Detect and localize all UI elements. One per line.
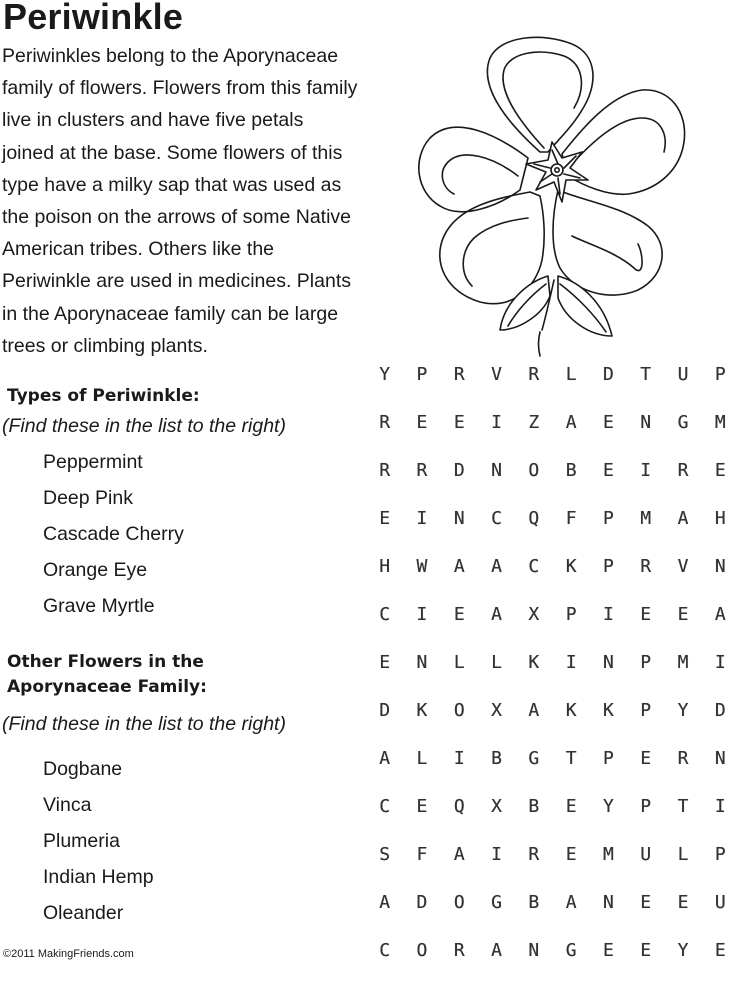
grid-letter[interactable]: I [640, 460, 652, 481]
grid-letter[interactable]: P [603, 748, 614, 769]
grid-letter[interactable]: M [714, 412, 726, 433]
grid-letter[interactable]: F [416, 844, 428, 865]
grid-letter[interactable]: N [528, 940, 540, 961]
grid-row [366, 837, 743, 885]
page-title: Periwinkle [3, 0, 184, 37]
grid-letter[interactable]: I [565, 652, 577, 673]
grid-letter[interactable]: E [714, 460, 726, 481]
grid-letter[interactable]: E [714, 940, 726, 961]
grid-letter[interactable]: T [677, 796, 689, 817]
grid-letter[interactable]: P [714, 844, 726, 865]
intro-line: family of flowers. Flowers from this family [2, 77, 358, 100]
grid-letter[interactable]: S [379, 844, 391, 865]
grid-letter[interactable]: R [379, 460, 391, 481]
grid-letter[interactable]: A [528, 700, 540, 721]
grid-letter[interactable]: P [640, 652, 652, 673]
intro-line: Periwinkles belong to the Aporynaceae [2, 45, 339, 67]
grid-letter[interactable]: P [640, 796, 652, 817]
intro-line: in the Aporynaceae family can be large [2, 302, 339, 325]
grid-letter[interactable]: G [565, 940, 577, 961]
grid-letter[interactable]: F [565, 508, 577, 529]
grid-letter[interactable]: K [565, 700, 577, 721]
grid-letter[interactable]: E [416, 412, 428, 433]
grid-letter[interactable]: U [714, 892, 726, 913]
grid-letter[interactable]: O [453, 892, 465, 913]
intro-line: the poison on the arrows of some Native [2, 206, 352, 229]
word-item: Deep Pink [43, 487, 133, 509]
grid-letter[interactable]: N [416, 652, 428, 673]
word-item: Orange Eye [43, 559, 148, 581]
grid-letter[interactable]: B [565, 460, 577, 481]
grid-letter[interactable]: A [491, 556, 502, 577]
grid-letter[interactable]: E [565, 796, 577, 817]
grid-letter[interactable]: D [453, 460, 465, 481]
grid-letter[interactable]: X [491, 700, 502, 721]
grid-letter[interactable]: E [416, 796, 428, 817]
others-hint: (Find these in the list to the right) [2, 713, 286, 735]
grid-letter[interactable]: K [565, 556, 577, 577]
grid-letter[interactable]: A [565, 892, 577, 913]
grid-letter[interactable]: W [416, 556, 428, 577]
grid-letter[interactable]: N [603, 892, 614, 913]
grid-letter[interactable]: E [453, 604, 465, 625]
grid-letter[interactable]: A [565, 412, 577, 433]
grid-letter[interactable]: T [640, 364, 652, 385]
grid-letter[interactable]: C [379, 796, 391, 817]
grid-letter[interactable]: E [677, 892, 689, 913]
grid-row [366, 693, 743, 741]
grid-letter[interactable]: E [640, 748, 652, 769]
grid-row [366, 501, 743, 549]
word-item: Cascade Cherry [43, 523, 184, 545]
grid-letter[interactable]: M [677, 652, 689, 673]
grid-letter[interactable]: E [603, 460, 614, 481]
grid-letter[interactable]: H [714, 508, 726, 529]
intro-line: American tribes. Others like the [2, 238, 275, 261]
grid-row [366, 597, 743, 645]
grid-letter[interactable]: M [603, 844, 614, 865]
grid-letter[interactable]: Q [528, 508, 540, 529]
grid-letter[interactable]: L [416, 748, 428, 769]
grid-letter[interactable]: U [677, 364, 689, 385]
grid-letter[interactable]: R [528, 844, 540, 865]
grid-letter[interactable]: R [416, 460, 428, 481]
grid-letter[interactable]: C [379, 940, 391, 961]
grid-letter[interactable]: Y [677, 940, 689, 961]
word-item: Indian Hemp [43, 866, 154, 888]
grid-letter[interactable]: Q [453, 796, 465, 817]
grid-letter[interactable]: C [379, 604, 391, 625]
grid-letter[interactable]: P [565, 604, 577, 625]
grid-letter[interactable]: E [565, 844, 577, 865]
types-heading: Types of Periwinkle: [7, 386, 200, 406]
grid-letter[interactable]: Y [677, 700, 689, 721]
grid-letter[interactable]: U [640, 844, 652, 865]
grid-letter[interactable]: O [416, 940, 428, 961]
grid-letter[interactable]: A [379, 748, 391, 769]
grid-letter[interactable]: D [603, 364, 614, 385]
others-heading-line: Other Flowers in the [7, 652, 204, 672]
grid-letter[interactable]: O [528, 460, 540, 481]
grid-row [366, 453, 743, 501]
grid-letter[interactable]: R [640, 556, 652, 577]
grid-letter[interactable]: N [453, 508, 465, 529]
types-hint: (Find these in the list to the right) [2, 415, 286, 437]
grid-letter[interactable]: E [379, 508, 391, 529]
grid-letter[interactable]: C [528, 556, 540, 577]
grid-letter[interactable]: I [416, 604, 428, 625]
grid-row [366, 645, 743, 693]
grid-letter[interactable]: P [603, 556, 614, 577]
grid-letter[interactable]: R [453, 364, 465, 385]
grid-letter[interactable]: N [491, 460, 502, 481]
intro-line: type have a milky sap that was used as [2, 173, 342, 196]
grid-letter[interactable]: A [491, 604, 502, 625]
grid-letter[interactable]: E [640, 604, 652, 625]
grid-letter[interactable]: G [528, 748, 540, 769]
grid-letter[interactable]: B [528, 892, 540, 913]
intro-line: live in clusters and have five petals [2, 109, 304, 132]
grid-letter[interactable]: A [714, 604, 726, 625]
grid-letter[interactable]: A [379, 892, 391, 913]
grid-row [366, 933, 743, 981]
grid-row [366, 789, 743, 837]
grid-letter[interactable]: I [416, 508, 428, 529]
grid-letter[interactable]: I [491, 412, 502, 433]
types-word-list [43, 444, 184, 624]
grid-row [366, 549, 743, 597]
others-word-list [43, 751, 154, 931]
word-item: Grave Myrtle [43, 595, 155, 617]
grid-letter[interactable]: A [677, 508, 689, 529]
grid-letter[interactable]: O [453, 700, 465, 721]
intro-line: Periwinkle are used in medicines. Plants [2, 270, 352, 293]
grid-letter[interactable]: A [491, 940, 502, 961]
grid-letter[interactable]: M [640, 508, 652, 529]
grid-letter[interactable]: N [714, 748, 726, 769]
grid-letter[interactable]: D [714, 700, 726, 721]
grid-letter[interactable]: K [603, 700, 614, 721]
grid-letter[interactable]: P [714, 364, 726, 385]
grid-row [366, 357, 743, 405]
grid-letter[interactable]: I [603, 604, 614, 625]
grid-letter[interactable]: E [677, 604, 689, 625]
grid-letter[interactable]: V [491, 364, 502, 385]
grid-letter[interactable]: X [491, 796, 502, 817]
grid-letter[interactable]: R [528, 364, 540, 385]
grid-letter[interactable]: K [528, 652, 540, 673]
grid-letter[interactable]: K [416, 700, 428, 721]
grid-letter[interactable]: R [677, 460, 689, 481]
intro-line: joined at the base. Some flowers of this [2, 141, 343, 164]
grid-letter[interactable]: E [453, 412, 465, 433]
grid-letter[interactable]: D [379, 700, 391, 721]
grid-letter[interactable]: P [416, 364, 428, 385]
grid-letter[interactable]: E [603, 412, 614, 433]
grid-letter[interactable]: P [640, 700, 652, 721]
grid-letter[interactable]: A [453, 844, 465, 865]
grid-letter[interactable]: L [677, 844, 689, 865]
grid-letter[interactable]: B [528, 796, 540, 817]
word-item: Dogbane [43, 758, 123, 780]
grid-row [366, 405, 743, 453]
grid-letter[interactable]: R [379, 412, 391, 433]
grid-letter[interactable]: E [603, 940, 614, 961]
grid-letter[interactable]: I [714, 652, 726, 673]
others-heading [7, 650, 207, 700]
grid-letter[interactable]: N [640, 412, 652, 433]
grid-letter[interactable]: V [677, 556, 689, 577]
grid-letter[interactable]: L [565, 364, 577, 385]
word-item: Peppermint [43, 451, 143, 473]
grid-letter[interactable]: L [491, 652, 502, 673]
grid-letter[interactable]: C [491, 508, 502, 529]
intro-line: trees or climbing plants. [2, 334, 208, 357]
grid-letter[interactable]: Y [379, 364, 391, 385]
grid-letter[interactable]: E [640, 892, 652, 913]
grid-letter[interactable]: L [453, 652, 465, 673]
grid-letter[interactable]: I [714, 796, 726, 817]
grid-letter[interactable]: R [677, 748, 689, 769]
grid-letter[interactable]: A [453, 556, 465, 577]
word-item: Oleander [43, 902, 124, 924]
grid-row [366, 885, 743, 933]
grid-letter[interactable]: N [714, 556, 726, 577]
grid-letter[interactable]: E [640, 940, 652, 961]
copyright-footer: ©2011 MakingFriends.com [3, 948, 134, 960]
word-item: Vinca [43, 794, 92, 816]
grid-letter[interactable]: R [453, 940, 465, 961]
grid-letter[interactable]: B [491, 748, 502, 769]
grid-letter[interactable]: P [603, 508, 614, 529]
grid-letter[interactable]: Y [603, 796, 614, 817]
grid-letter[interactable]: H [379, 556, 391, 577]
periwinkle-flower-icon [412, 30, 702, 360]
grid-letter[interactable]: T [565, 748, 577, 769]
grid-row [366, 741, 743, 789]
grid-letter[interactable]: I [491, 844, 502, 865]
grid-letter[interactable]: X [528, 604, 540, 625]
word-search-grid [366, 357, 743, 981]
grid-letter[interactable]: G [677, 412, 689, 433]
grid-letter[interactable]: E [379, 652, 391, 673]
intro-paragraph [2, 40, 402, 362]
grid-letter[interactable]: D [416, 892, 428, 913]
grid-letter[interactable]: I [453, 748, 465, 769]
grid-letter[interactable]: Z [528, 412, 540, 433]
grid-letter[interactable]: G [491, 892, 502, 913]
word-item: Plumeria [43, 830, 120, 852]
grid-letter[interactable]: N [603, 652, 614, 673]
others-heading-line: Aporynaceae Family: [7, 677, 207, 697]
